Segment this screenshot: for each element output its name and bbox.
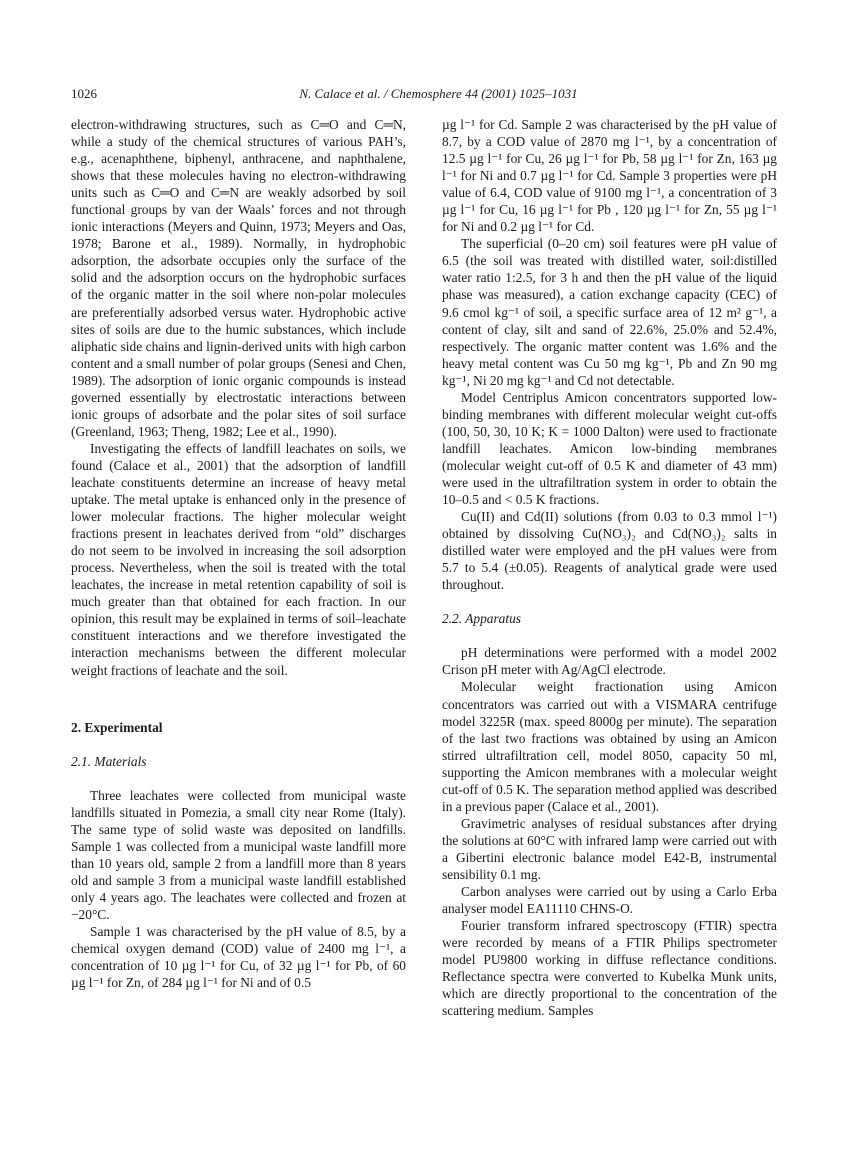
running-head: N. Calace et al. / Chemosphere 44 (2001) 1025–1031 xyxy=(299,86,578,101)
section-title: 2. Experimental xyxy=(71,719,163,735)
page-number: 1026 xyxy=(71,86,97,101)
paragraph: µg l⁻¹ for Cd. Sample 2 was characterised by the pH value of 8.7, by a COD value of 2870 mg l⁻¹, by a concentration of 12.5 µg l⁻¹ for Cu, 26 µg l⁻¹ for Pb, 58 µg l⁻¹ for Zn, 163 µg l⁻¹ for Ni and 0.7 µg l⁻¹ for Cd. Sample 3 properties were pH value of 6.4, COD value of 9100 mg l⁻¹, a concentration of 3 µg l⁻¹ for Cu, 16 µg l⁻¹ for Pb , 120 µg l⁻¹ for Zn, 55 µg l⁻¹ for Ni and 0.2 µg l⁻¹ for Cd. xyxy=(442,117,777,235)
paragraph: Investigating the effects of landfill leachates on soils, we found (Calace et al., 2001) that the adsorption of landfill leachate constituents determine an increase of heavy metal uptake. The metal uptake is enhanced only in the presence of lower molecular fractions. The higher molecular weight fractions present in leachates derived from “old” discharges do not seem to be involved in increasing the soil adsorption process. Nevertheless, when the soil is treated with the total leachates, the increase in metal retention capability of soil is much greater than that obtained for each fraction. In our opinion, this result may be explained in terms of soil–leachate constituent interactions and we therefore investigated the interaction mechanisms between the different molecular weight fractions of leachate and the soil. xyxy=(71,440,406,678)
subsection-title: 2.1. Materials xyxy=(71,753,147,769)
paragraph: Fourier transform infrared spectroscopy (FTIR) spectra were recorded by means of a FTIR Philips spectrometer model PU9800 working in diffuse reflectance conditions. Reflectance spectra were converted to Kubelka Munk units, which are directly proportional to the concentration of the scattering medium. Samples xyxy=(442,918,777,1019)
paragraph: Gravimetric analyses of residual substances after drying the solutions at 60°C with infrared lamp were carried out with a Gibertini electronic balance model E42-B, instrumental sensibility 0.1 mg. xyxy=(442,815,777,882)
left-column xyxy=(71,116,406,991)
right-column xyxy=(442,116,777,1019)
paragraph: Cu(II) and Cd(II) solutions (from 0.03 to 0.3 mmol l⁻¹) obtained by dissolving Cu(NO₃)₂ and Cd(NO₃)₂ salts in distilled water were employed and the pH values were from 5.7 to 5.4 (±0.05). Reagents of analytical grade were used throughout. xyxy=(442,509,777,593)
paragraph: electron-withdrawing structures, such as C═O and C═N, while a study of the chemical structures of various PAH’s, e.g., acenaphthene, biphenyl, anthracene, and naphthalene, shows that these molecules having no electron-withdrawing units such as C═O and C═N are weakly adsorbed by soil functional groups by van der Waals’ forces and not through ionic interactions (Meyers and Quinn, 1973; Meyers and Oas, 1978; Barone et al., 1989). Normally, in hydrophobic adsorption, the adsorbate occupies only the surface of the solid and the adsorption occurs on the hydrophobic surfaces of the organic matter in the soil where non-polar molecules are preferentially adsorbed versus water. Hydrophobic active sites of soils are due to the humic substances, which include aliphatic side chains and lignin-derived units with high carbon content and a small number of polar groups (Senesi and Chen, 1989). The adsorption of ionic organic compounds is instead governed essentially by electrostatic interactions between ionic groups of adsorbate and the polar sites of soil surface (Greenland, 1963; Theng, 1982; Lee et al., 1990). xyxy=(71,117,406,439)
paragraph: The superficial (0–20 cm) soil features were pH value of 6.5 (the soil was treated with distilled water, soil:distilled water ratio 1:2.5, for 3 h and then the pH value of the liquid phase was measured), a cation exchange capacity (CEC) of 9.6 cmol kg⁻¹ of soil, a specific surface area of 12 m² g⁻¹, a content of clay, silt and sand of 22.6%, 25.0% and 52.4%, respectively. The organic matter content was 1.6% and the heavy metal content was Cu 50 mg kg⁻¹, Pb and Zn 90 mg kg⁻¹, Ni 20 mg kg⁻¹ and Cd not detectable. xyxy=(442,236,777,388)
page-header xyxy=(71,86,806,106)
paragraph: Model Centriplus Amicon concentrators supported low-binding membranes with different molecular weight cut-offs (100, 50, 30, 10 K; K = 1000 Dalton) were used to fractionate landfill leachates. Amicon low-binding membranes (molecular weight cut-off of 0.5 K and diameter of 43 mm) were used in the ultrafiltration system in order to obtain the 10–0.5 and < 0.5 K fractions. xyxy=(442,389,777,508)
paragraph: Carbon analyses were carried out by using a Carlo Erba analyser model EA11110 CHNS-O. xyxy=(442,884,777,917)
paragraph: Sample 1 was characterised by the pH value of 8.5, by a chemical oxygen demand (COD) value of 2400 mg l⁻¹, a concentration of 10 µg l⁻¹ for Cu, of 32 µg l⁻¹ for Pb, of 60 µg l⁻¹ for Zn, of 284 µg l⁻¹ for Ni and of 0.5 xyxy=(71,924,406,991)
paragraph: Three leachates were collected from municipal waste landfills situated in Pomezia, a small city near Rome (Italy). The same type of solid waste was deposited on landfills. Sample 1 was collected from a municipal waste landfill more than 10 years old, sample 2 from a landfill more than 8 years old and sample 3 from a municipal waste landfill established only 4 years ago. The leachates were collected and frozen at −20°C. xyxy=(71,787,406,922)
subsection-title: 2.2. Apparatus xyxy=(442,611,521,627)
paragraph: pH determinations were performed with a model 2002 Crison pH meter with Ag/AgCl electrode. xyxy=(442,645,777,678)
paragraph: Molecular weight fractionation using Amicon concentrators was carried out with a VISMARA centrifuge model 3225R (max. speed 8000g per minute). The separation of the last two fractions was obtained by using an Amicon stirred ultrafiltration cell, model 8050, capacity 50 ml, supporting the Amicon membranes with a molecular weight cut-off of 0.5 K. The separation method applied was described in a previous paper (Calace et al., 2001). xyxy=(442,679,777,814)
